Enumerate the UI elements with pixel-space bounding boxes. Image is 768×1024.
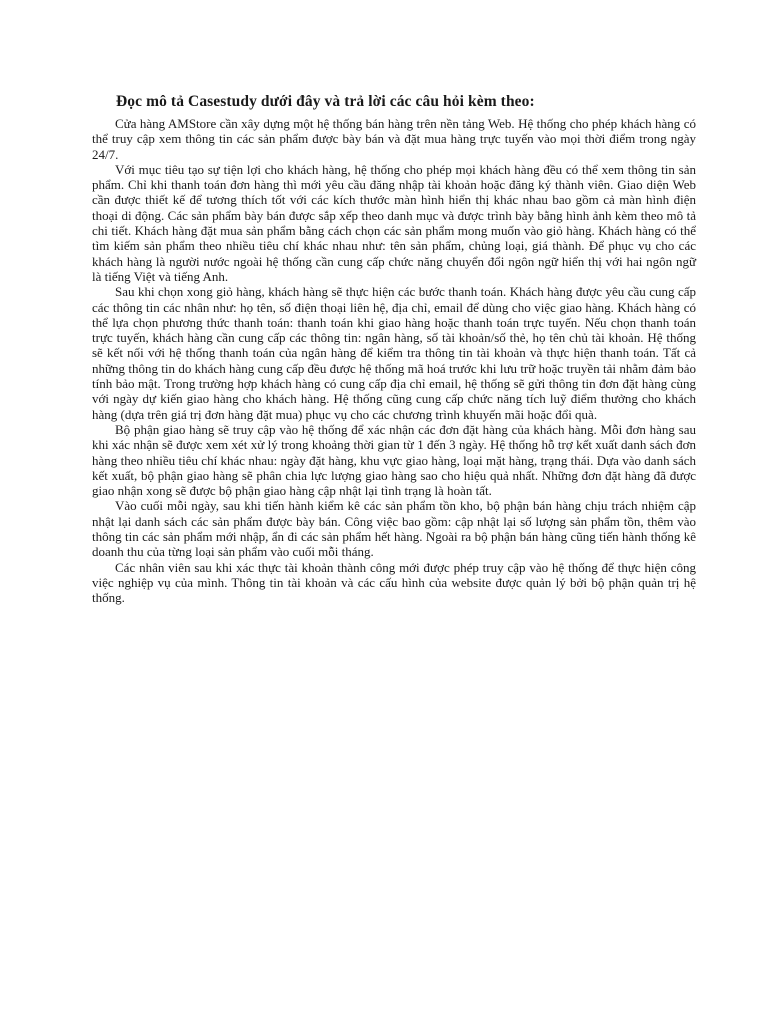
paragraph-1: Cửa hàng AMStore cần xây dựng một hệ thống bán hàng trên nền tảng Web. Hệ thống cho phép khách hàng có thể truy cập xem thông tin các sản phẩm được bày bán và đặt mua hàng trực tuyến vào mọi thời điểm trong ngày 24/7. [92, 116, 696, 162]
document-body [92, 92, 696, 606]
paragraph-4: Bộ phận giao hàng sẽ truy cập vào hệ thống để xác nhận các đơn đặt hàng của khách hàng. Mỗi đơn hàng sau khi xác nhận sẽ được xem xét xử lý trong khoảng thời gian từ 1 đến 3 ngày. Hệ thống hỗ trợ kết xuất danh sách đơn hàng theo nhiều tiêu chí khác nhau: ngày đặt hàng, khu vực giao hàng, loại mặt hàng, trạng thái. Dựa vào danh sách kết xuất, bộ phận giao hàng sẽ phân chia lực lượng giao hàng sao cho hiệu quả nhất. Những đơn đặt hàng đã được giao nhận xong sẽ được bộ phận giao hàng cập nhật lại tình trạng là hoàn tất. [92, 421, 696, 499]
paragraph-2: Với mục tiêu tạo sự tiện lợi cho khách hàng, hệ thống cho phép mọi khách hàng đều có thể xem thông tin sản phẩm. Chỉ khi thanh toán đơn hàng thì mới yêu cầu đăng nhập tài khoản hoặc đăng ký thành viên. Giao diện Web cần được thiết kế để tương thích tốt với các kích thước màn hình hiển thị khác nhau bao gồm cả màn hình điện thoại di động. Các sản phẩm bày bán được sắp xếp theo danh mục và được trình bày bằng hình ảnh kèm theo mô tả chi tiết. Khách hàng đặt mua sản phẩm bằng cách chọn các sản phẩm mong muốn vào giỏ hàng. Khách hàng có thể tìm kiếm sản phẩm theo nhiều tiêu chí khác nhau như: tên sản phẩm, chủng loại, giá thành. Để phục vụ cho các khách hàng là người nước ngoài hệ thống cần cung cấp chức năng chuyển đổi ngôn ngữ hiển thị với hai ngôn ngữ là tiếng Việt và tiếng Anh. [92, 161, 696, 284]
document-heading: Đọc mô tả Casestudy dưới đây và trả lời các câu hỏi kèm theo: [116, 93, 535, 110]
paragraph-3: Sau khi chọn xong giỏ hàng, khách hàng sẽ thực hiện các bước thanh toán. Khách hàng được yêu cầu cung cấp các thông tin các nhân như: họ tên, số điện thoại liên hệ, địa chỉ, email để dùng cho việc giao hàng. Khách hàng có thể lựa chọn phương thức thanh toán: thanh toán khi giao hàng hoặc thanh toán trực tuyến. Nếu chọn thanh toán trực tuyến, khách hàng cần cung cấp các thông tin: ngân hàng, số tài khoản/số thẻ, họ tên chủ tài khoản. Hệ thống sẽ kết nối với hệ thống thanh toán của ngân hàng để kiểm tra thông tin tài khoản và thực hiện thanh toán. Tất cả những thông tin do khách hàng cung cấp đều được hệ thống mã hoá trước khi lưu trữ hoặc truyền tải nhằm đảm bảo tính bảo mật. Trong trường hợp khách hàng có cung cấp địa chỉ email, hệ thống sẽ gửi thông tin đơn đặt hàng cùng với ngày dự kiến giao hàng cho khách hàng. Hệ thống cũng cung cấp chức năng tích luỹ điểm thưởng cho khách hàng (dựa trên giá trị đơn hàng đặt mua) phục vụ cho các chương trình khuyến mãi hoặc đổi quà. [92, 284, 696, 422]
paragraph-6: Các nhân viên sau khi xác thực tài khoản thành công mới được phép truy cập vào hệ thống để thực hiện công việc nghiệp vụ của mình. Thông tin tài khoản và các cấu hình của website được quản lý bởi bộ phận quản trị hệ thống. [92, 559, 696, 606]
paragraph-5: Vào cuối mỗi ngày, sau khi tiến hành kiểm kê các sản phẩm tồn kho, bộ phận bán hàng chịu trách nhiệm cập nhật lại danh sách các sản phẩm được bày bán. Công việc bao gồm: cập nhật lại số lượng sản phẩm tồn, thêm vào thông tin các sản phẩm mới nhập, ẩn đi các sản phẩm hết hàng. Ngoài ra bộ phận bán hàng cũng tiến hành thống kê doanh thu của từng loại sản phẩm vào cuối mỗi tháng. [92, 498, 696, 560]
